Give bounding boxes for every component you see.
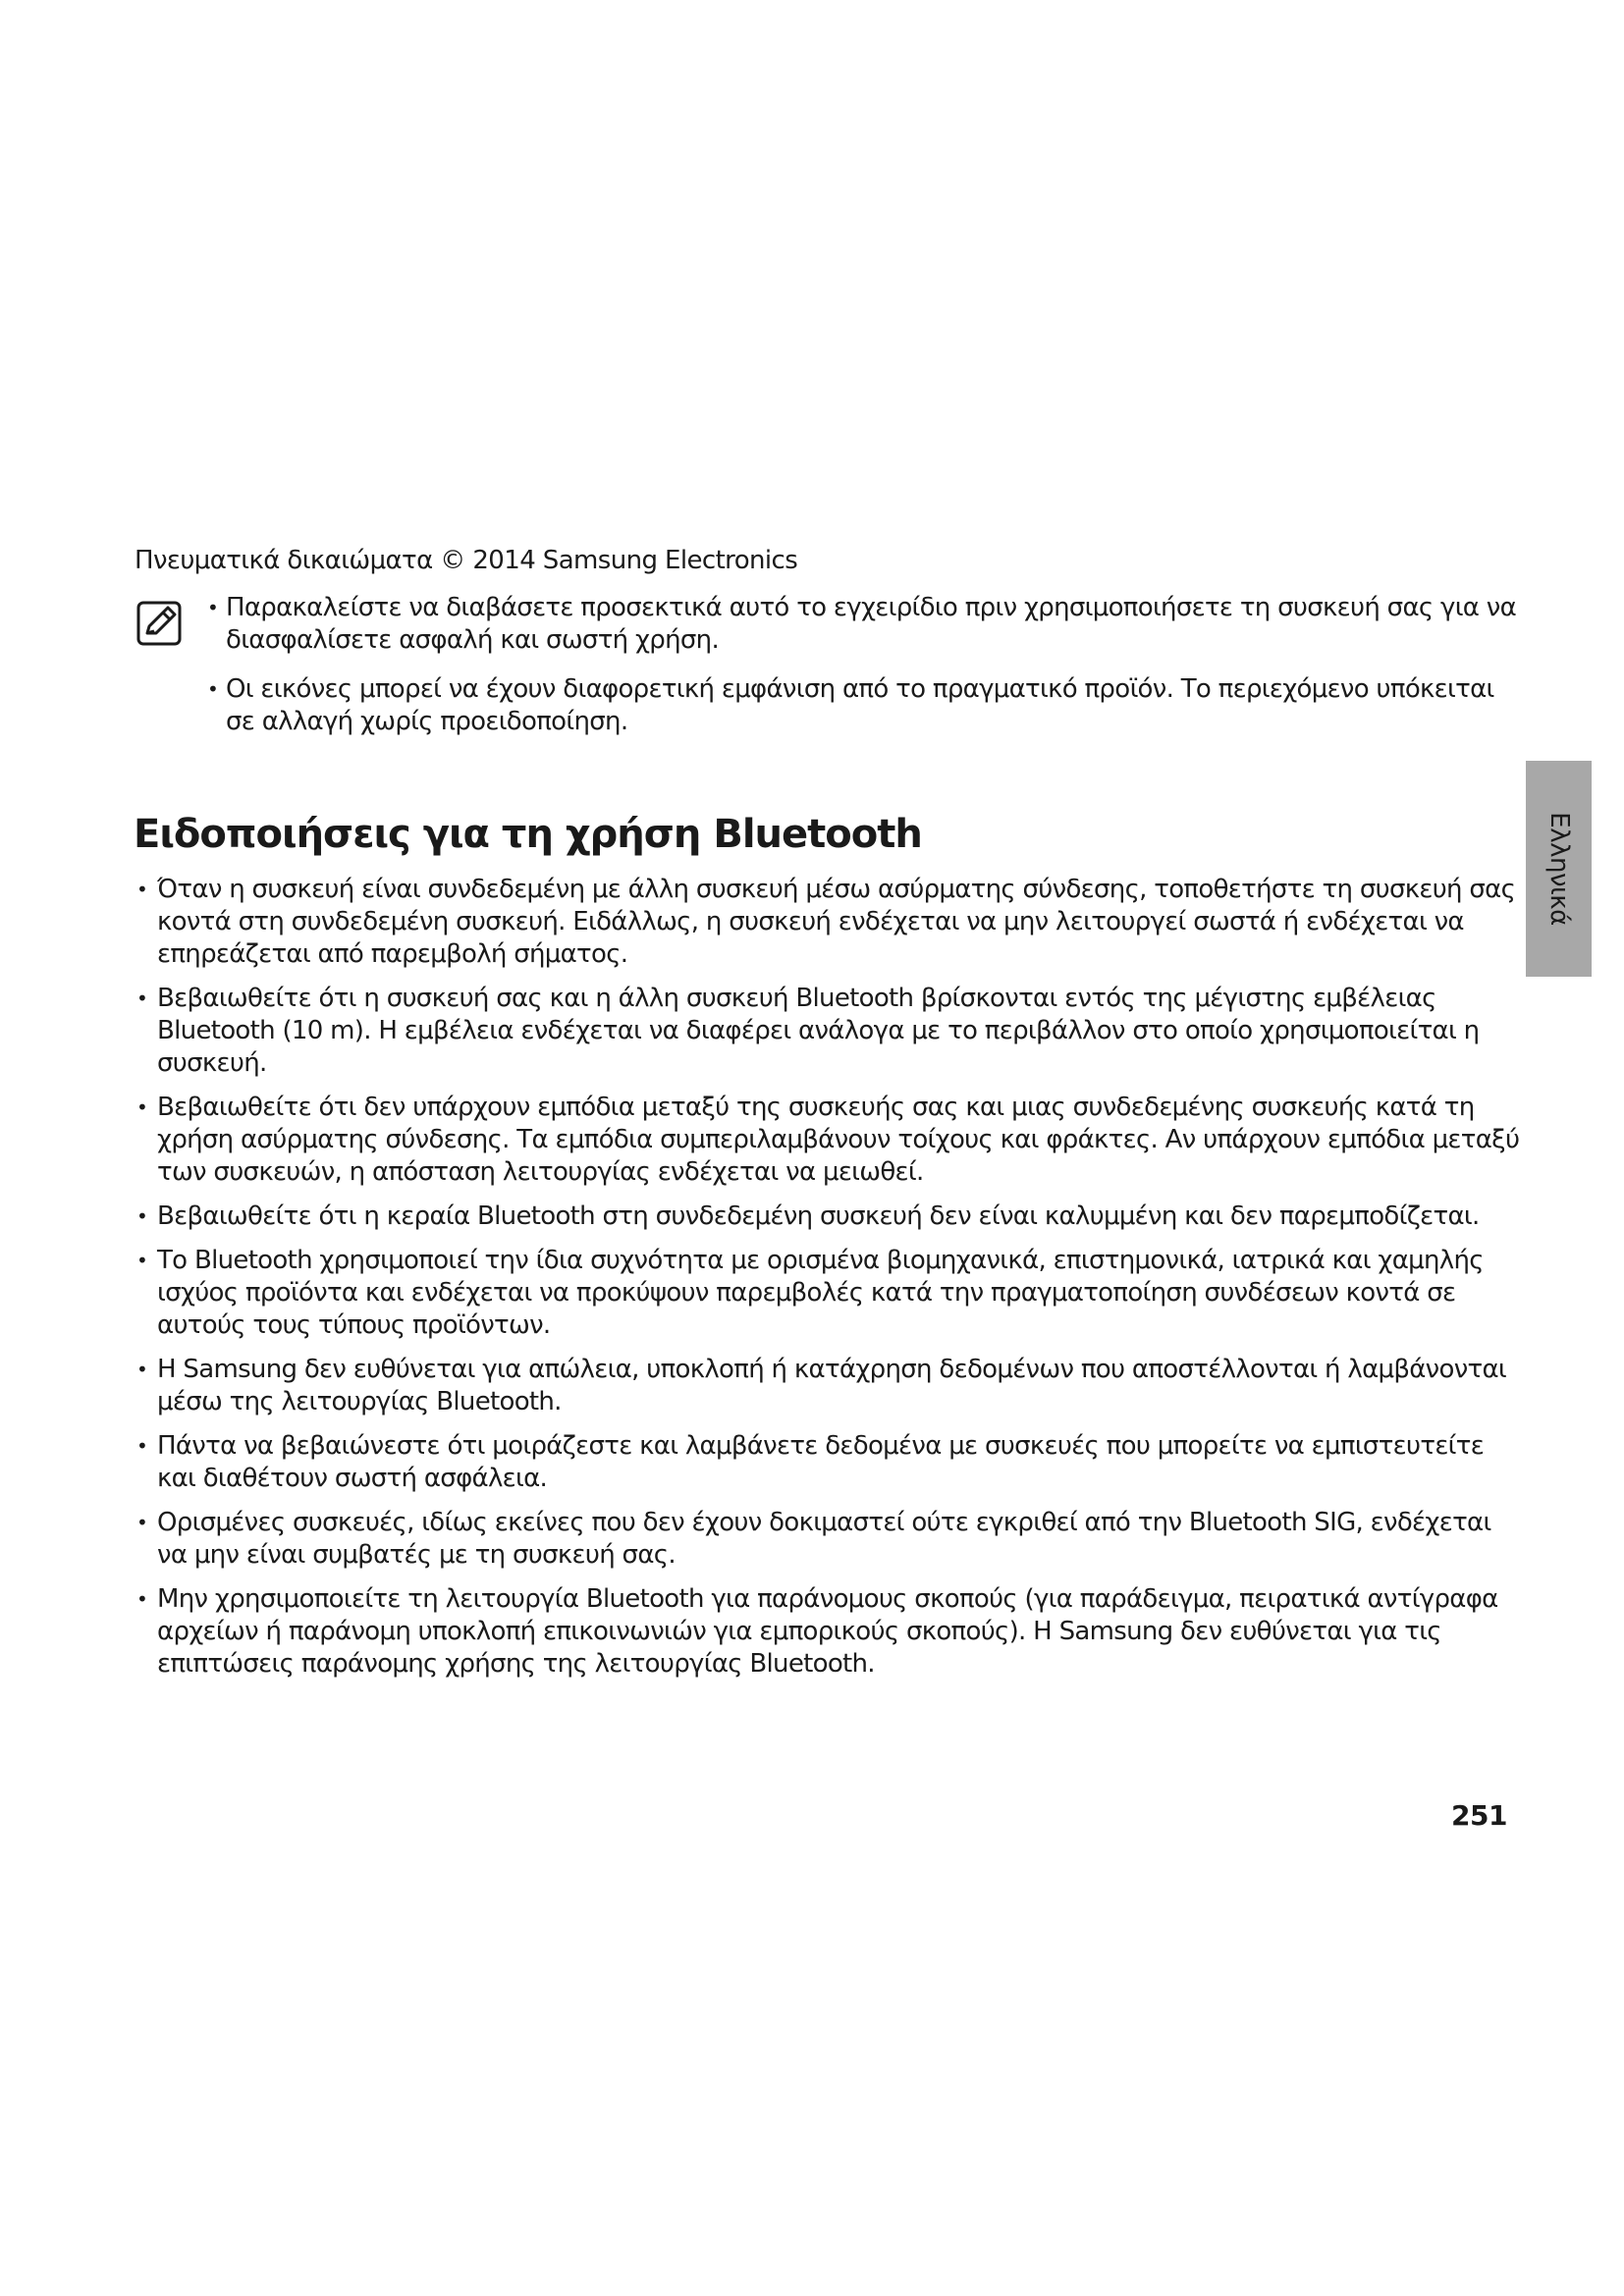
bullet: • [136, 1434, 148, 1458]
bluetooth-notice-list [132, 874, 1520, 1692]
note-item: • Παρακαλείστε να διαβάσετε προσεκτικά αυτό το εγχειρίδιο πριν χρησιμοποιήσετε τη συσκευή σας για να διασφαλίσετε ασφαλή και σωστή χρήση. [207, 593, 1517, 655]
page-number: 251 [1451, 1799, 1507, 1832]
bullet: • [136, 878, 148, 901]
bullet: • [136, 987, 148, 1010]
list-item: • Πάντα να βεβαιώνεστε ότι μοιράζεστε και λαμβάνετε δεδομένα με συσκευές που μπορείτε να εμπιστευτείτε και διαθέτουν σωστή ασφάλεια. [136, 1431, 1485, 1493]
section-title: Ειδοποιήσεις για τη χρήση Bluetooth [134, 812, 922, 857]
list-item: • Το Bluetooth χρησιμοποιεί την ίδια συχνότητα με ορισμένα βιομηχανικά, επιστημονικά, ιατρικά και χαμηλής ισχύος προϊόντα και ενδέχεται να προκύψουν παρεμβολές κατά την πραγματοποίηση συνδέσεων κοντά σε αυτούς τους τύπους προϊόντων. [136, 1246, 1484, 1340]
bullet: • [136, 1511, 148, 1534]
list-item: • Η Samsung δεν ευθύνεται για απώλεια, υποκλοπή ή κατάχρηση δεδομένων που αποστέλλονται ή λαμβάνονται μέσω της λειτουργίας Bluetooth. [136, 1355, 1507, 1416]
list-item: • Μην χρησιμοποιείτε τη λειτουργία Bluetooth για παράνομους σκοπούς (για παράδειγμα, πειρατικά αντίγραφα αρχείων ή παράνομη υποκλοπή επικοινωνιών για εμπορικούς σκοπούς). Η Samsung δεν ευθύνεται για τις επιπτώσεις παράνομης χρήσης της λειτουργίας Bluetooth. [136, 1584, 1498, 1679]
list-item: • Ορισμένες συσκευές, ιδίως εκείνες που δεν έχουν δοκιμαστεί ούτε εγκριθεί από την Bluetooth SIG, ενδέχεται να μην είναι συμβατές με τη συσκευή σας. [136, 1508, 1491, 1570]
bullet: • [136, 1587, 148, 1611]
bullet: • [136, 1204, 148, 1228]
bullet: • [136, 1095, 148, 1119]
bullet: • [136, 1249, 148, 1272]
note-pencil-icon [135, 600, 183, 647]
bullet: • [136, 1358, 148, 1381]
copyright-line: Πνευματικά δικαιώματα © 2014 Samsung Electronics [135, 546, 798, 575]
bullet: • [207, 596, 219, 619]
note-list [202, 592, 1518, 755]
list-item: • Όταν η συσκευή είναι συνδεδεμένη με άλλη συσκευή μέσω ασύρματης σύνδεσης, τοποθετήστε τη συσκευή σας κοντά στη συνδεδεμένη συσκευή. Ειδάλλως, η συσκευή ενδέχεται να μην λειτουργεί σωστά ή ενδέχεται να επηρεάζεται από παρεμβολή σήματος. [136, 875, 1516, 969]
list-item: • Βεβαιωθείτε ότι δεν υπάρχουν εμπόδια μεταξύ της συσκευής σας και μιας συνδεδεμένης συσκευής κατά τη χρήση ασύρματης σύνδεσης. Τα εμπόδια συμπεριλαμβάνουν τοίχους και φράκτες. Αν υπάρχουν εμπόδια μεταξύ των συσκευών, η απόσταση λειτουργίας ενδέχεται να μειωθεί. [136, 1093, 1520, 1187]
language-label: Ελληνικά [1543, 812, 1574, 926]
note-item: • Οι εικόνες μπορεί να έχουν διαφορετική εμφάνιση από το πραγματικό προϊόν. Το περιεχόμενο υπόκειται σε αλλαγή χωρίς προειδοποίηση. [207, 674, 1494, 736]
language-side-tab [1526, 761, 1592, 977]
bullet: • [207, 677, 219, 701]
list-item: • Βεβαιωθείτε ότι η συσκευή σας και η άλλη συσκευή Bluetooth βρίσκονται εντός της μέγιστης εμβέλειας Bluetooth (10 m). Η εμβέλεια ενδέχεται να διαφέρει ανάλογα με το περιβάλλον στο οποίο χρησιμοποιείται η συσκευή. [136, 984, 1480, 1078]
list-item: • Βεβαιωθείτε ότι η κεραία Bluetooth στη συνδεδεμένη συσκευή δεν είναι καλυμμένη και δεν παρεμποδίζεται. [136, 1201, 1480, 1231]
